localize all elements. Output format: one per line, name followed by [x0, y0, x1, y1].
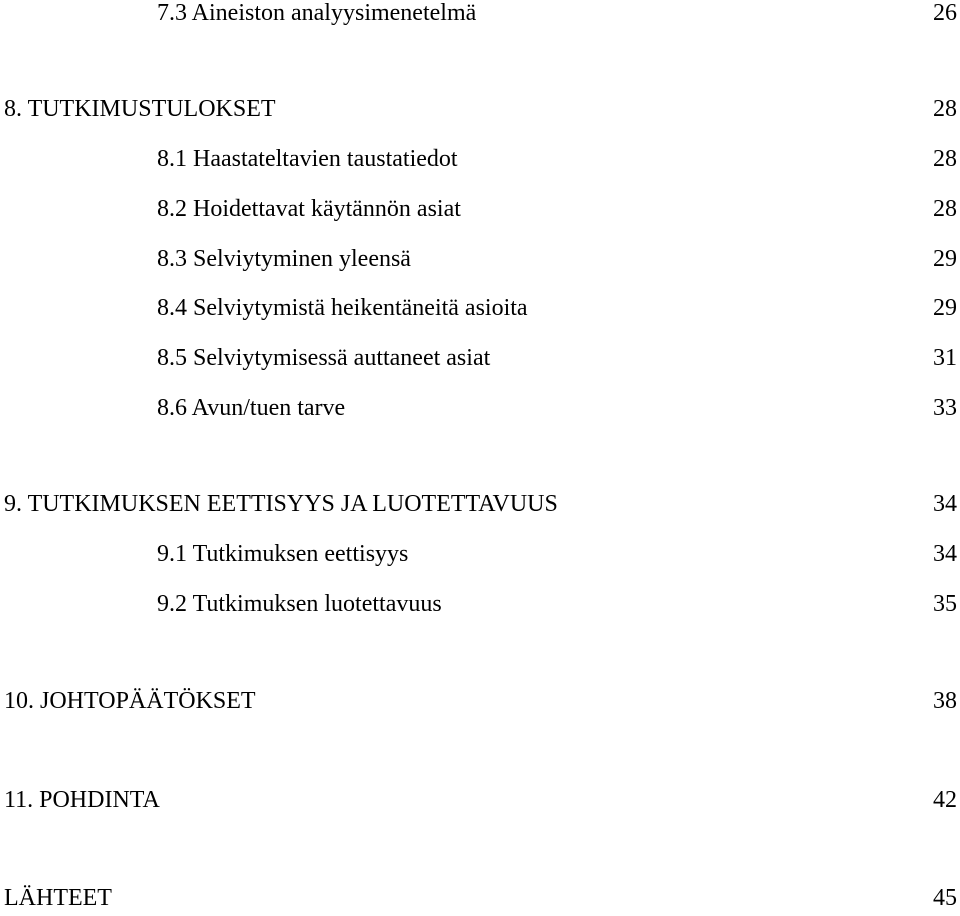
toc-entry-title: 8.4 Selviytymistä heikentäneitä asioita — [157, 295, 528, 321]
toc-entry-9-1 — [0, 536, 957, 572]
toc-entry-8 — [0, 91, 957, 127]
toc-entry-page: 29 — [933, 295, 957, 321]
toc-entry-title: 11. POHDINTA — [4, 787, 160, 813]
toc-entry-page: 35 — [933, 591, 957, 617]
toc-entry-page: 42 — [933, 787, 957, 813]
toc-entry-title: 8.1 Haastateltavien taustatiedot — [157, 146, 458, 172]
toc-entry-10 — [0, 683, 957, 719]
toc-entry-title: 8. TUTKIMUSTULOKSET — [4, 96, 276, 122]
toc-entry-title: 9.1 Tutkimuksen eettisyys — [157, 541, 409, 567]
toc-entry-title: 9. TUTKIMUKSEN EETTISYYS JA LUOTETTAVUUS — [4, 491, 558, 517]
toc-entry-title: 8.2 Hoidettavat käytännön asiat — [157, 196, 461, 222]
toc-entry-7-3 — [0, 0, 957, 31]
toc-entry-title: 8.3 Selviytyminen yleensä — [157, 246, 411, 272]
toc-entry-page: 34 — [933, 491, 957, 517]
toc-entry-8-1 — [0, 141, 957, 177]
toc-entry-page: 31 — [933, 345, 957, 371]
toc-entry-page: 28 — [933, 146, 957, 172]
toc-entry-8-4 — [0, 290, 957, 326]
toc-entry-page: 33 — [933, 395, 957, 421]
toc-entry-8-6 — [0, 390, 957, 426]
toc-entry-references — [0, 880, 957, 916]
toc-entry-page: 34 — [933, 541, 957, 567]
toc-entry-title: 9.2 Tutkimuksen luotettavuus — [157, 591, 442, 617]
toc-entry-title: 8.6 Avun/tuen tarve — [157, 395, 346, 421]
toc-entry-page: 26 — [933, 0, 957, 26]
toc-entry-11 — [0, 782, 957, 818]
toc-entry-page: 28 — [933, 96, 957, 122]
toc-entry-8-3 — [0, 241, 957, 277]
toc-entry-9-2 — [0, 586, 957, 622]
toc-entry-title: 10. JOHTOPÄÄTÖKSET — [4, 688, 256, 714]
toc-entry-page: 28 — [933, 196, 957, 222]
toc-entry-page: 45 — [933, 885, 957, 911]
toc-entry-title: LÄHTEET — [4, 885, 112, 911]
toc-entry-8-2 — [0, 191, 957, 227]
toc-entry-9 — [0, 486, 957, 522]
toc-entry-title: 7.3 Aineiston analyysimenetelmä — [157, 0, 477, 26]
toc-entry-page: 38 — [933, 688, 957, 714]
toc-entry-8-5 — [0, 340, 957, 376]
toc-entry-title: 8.5 Selviytymisessä auttaneet asiat — [157, 345, 491, 371]
toc-entry-page: 29 — [933, 246, 957, 272]
